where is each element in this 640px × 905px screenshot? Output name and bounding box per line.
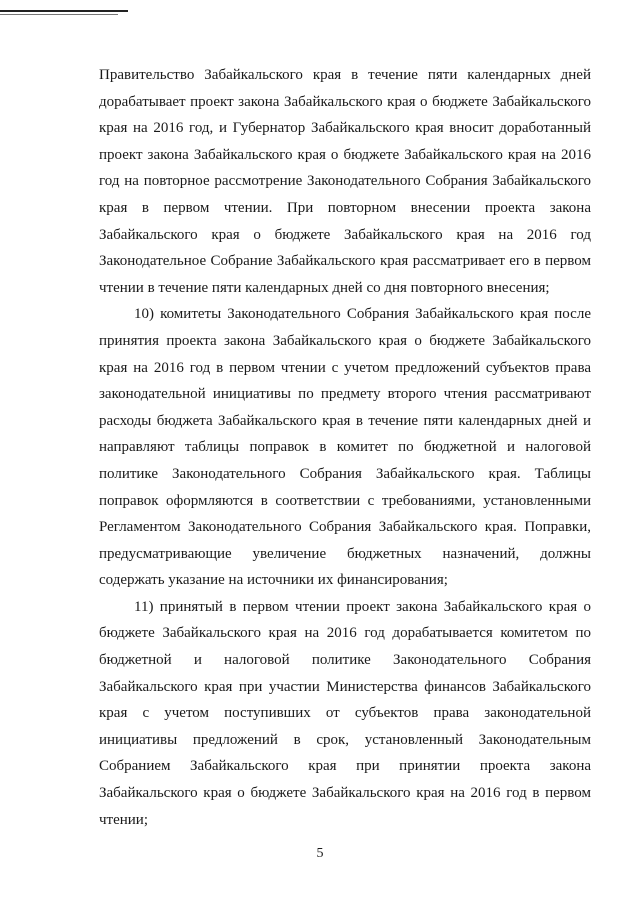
paragraph-continuation: Правительство Забайкальского края в течение пяти календарных дней дорабатывает проект закона Забайкальского края о бюджете Забайкальского края на 2016 год, и Губернатор Забайкальского края вносит доработанный проект закона Забайкальского края о бюджете Забайкальского края на 2016 год на повторное рассмотрение Законодательного Собрания Забайкальского края в первом чтении. При повторном внесении проекта закона Забайкальского края о бюджете Забайкальского края на 2016 год Законодательное Собрание Забайкальского края рассматривает его в первом чтении в течение пяти календарных дней со дня повторного внесения; [99, 67, 591, 296]
scan-edge-mark-thin [0, 14, 118, 15]
body-text [99, 62, 591, 833]
page-number: 5 [316, 846, 324, 861]
paragraph-item-10: 10) комитеты Законодательного Собрания Забайкальского края после принятия проекта закона Забайкальского края о бюджете Забайкальского края на 2016 год в первом чтении с учетом предложений субъектов права законодательной инициативы по предмету второго чтения рассматривают расходы бюджета Забайкальского края в течение пяти календарных дней и направляют таблицы поправок в комитет по бюджетной и налоговой политике Законодательного Собрания Забайкальского края. Таблицы поправок оформляются в соответствии с требованиями, установленными Регламентом Законодательного Собрания Забайкальского края. Поправки, предусматривающие увеличение бюджетных назначений, должны содержать указание на источники их финансирования; [99, 306, 591, 589]
scan-edge-mark [0, 10, 128, 12]
paragraph-item-11: 11) принятый в первом чтении проект закона Забайкальского края о бюджете Забайкальского края на 2016 год дорабатывается комитетом по бюджетной и налоговой политике Законодательного Собрания Забайкальского края при участии Министерства финансов Забайкальского края с учетом поступивших от субъектов права законодательной инициативы предложений в срок, установленный Законодательным Собранием Забайкальского края при принятии проекта закона Забайкальского края о бюджете Забайкальского края на 2016 год в первом чтении; [99, 598, 591, 828]
